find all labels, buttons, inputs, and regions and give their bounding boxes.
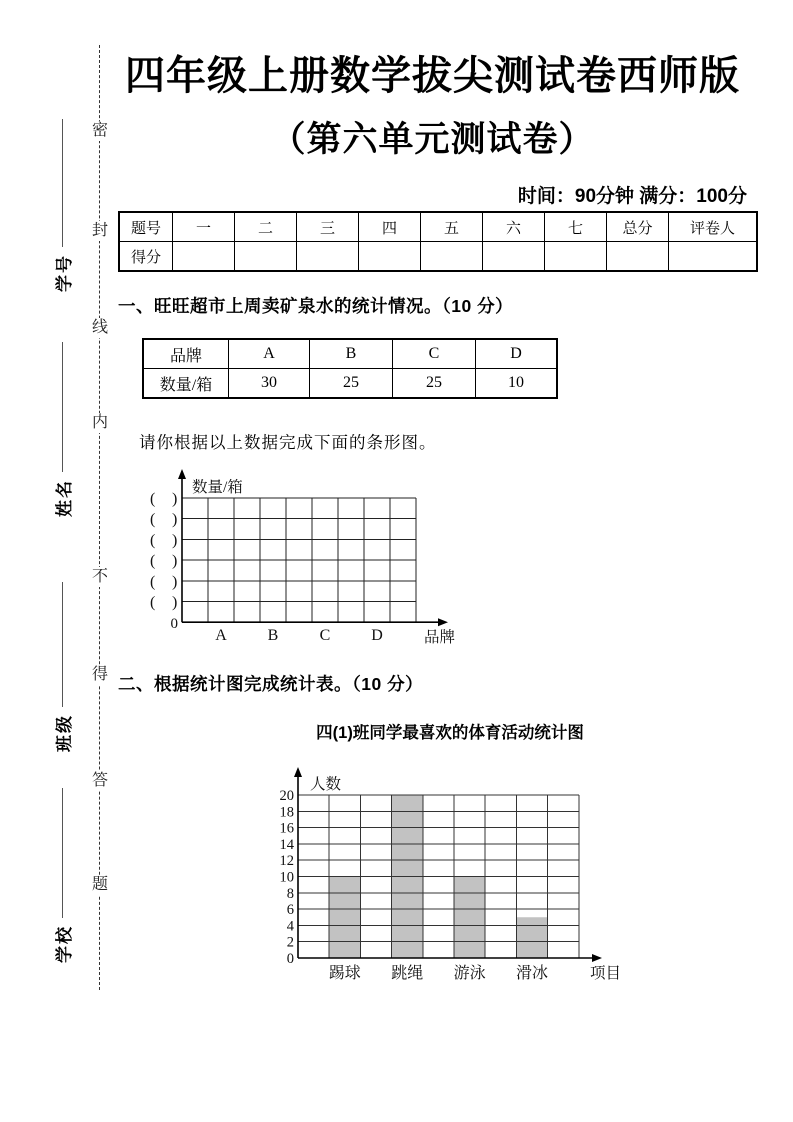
svg-text:项目: 项目 [590, 965, 622, 982]
seal-char: 内 [91, 414, 108, 431]
fill-in-blank-line [62, 788, 63, 918]
score-header-cell: 五 [421, 212, 483, 242]
svg-text:8: 8 [286, 885, 294, 902]
svg-text:): ) [172, 531, 178, 549]
bar-踢球 [329, 877, 360, 959]
score-table [118, 211, 758, 272]
seal-char: 线 [91, 319, 108, 336]
svg-text:): ) [172, 511, 178, 529]
svg-text:B: B [267, 627, 279, 644]
svg-text:人数: 人数 [310, 776, 342, 793]
svg-text:2: 2 [286, 934, 294, 951]
svg-text:(: ( [150, 594, 156, 611]
sidebar-field-class [50, 582, 75, 752]
svg-text:(: ( [150, 511, 156, 529]
seal-char: 得 [91, 666, 108, 683]
svg-text:4: 4 [286, 918, 294, 935]
score-empty-cell [359, 242, 421, 272]
field-label: 姓名 [55, 479, 74, 517]
q2-bar-chart [268, 763, 624, 991]
seal-char: 封 [91, 222, 108, 239]
svg-text:12: 12 [279, 853, 294, 870]
data-table-cell: 25 [310, 369, 393, 399]
score-header-cell: 六 [483, 212, 545, 242]
svg-text:踢球: 踢球 [328, 965, 361, 982]
data-table-cell: 25 [393, 369, 476, 399]
svg-text:游泳: 游泳 [453, 965, 486, 982]
page-title: 四年级上册数学拔尖测试卷西师版 [125, 54, 740, 98]
svg-text:): ) [172, 490, 178, 508]
fill-in-blank-line [62, 342, 63, 472]
sidebar-field-school [50, 788, 75, 963]
score-header-cell: 一 [173, 212, 235, 242]
score-header-cell: 总分 [607, 212, 669, 242]
svg-text:跳绳: 跳绳 [391, 965, 424, 982]
svg-text:C: C [319, 627, 331, 644]
q2-chart-title: 四(1)班同学最喜欢的体育活动统计图 [316, 724, 584, 742]
q1-note: 请你根据以上数据完成下面的条形图。 [139, 433, 437, 452]
seal-dashed-line [99, 45, 100, 990]
svg-text:(: ( [150, 552, 156, 570]
data-table-cell: B [310, 339, 393, 369]
q1-blank-bar-chart [128, 465, 473, 657]
svg-text:品牌: 品牌 [424, 629, 456, 646]
bar-滑冰 [516, 917, 547, 958]
svg-text:0: 0 [170, 616, 178, 632]
data-table-cell: A [229, 339, 310, 369]
svg-text:): ) [172, 552, 178, 570]
svg-text:20: 20 [279, 788, 294, 804]
sidebar-field-student-id [50, 119, 75, 292]
data-table-cell: C [393, 339, 476, 369]
seal-char: 题 [91, 876, 108, 893]
svg-text:14: 14 [279, 836, 294, 853]
q1-data-table [142, 338, 558, 399]
svg-text:(: ( [150, 573, 156, 591]
bar-游泳 [454, 877, 485, 959]
fill-in-blank-line [62, 119, 63, 247]
svg-text:16: 16 [279, 820, 294, 837]
exam-info: 时间：90分钟 满分：100分 [517, 186, 747, 207]
svg-text:数量/箱: 数量/箱 [192, 479, 243, 496]
score-header-cell: 七 [545, 212, 607, 242]
q2-heading: 二、根据统计图完成统计表。（10 分） [118, 674, 424, 694]
data-table-cell: D [476, 339, 558, 369]
score-header-cell: 题号 [119, 212, 173, 242]
score-empty-cell [297, 242, 359, 272]
seal-char: 密 [91, 122, 108, 139]
score-empty-cell [669, 242, 758, 272]
svg-text:滑冰: 滑冰 [515, 965, 549, 982]
data-table-cell: 30 [229, 369, 310, 399]
data-table-cell: 10 [476, 369, 558, 399]
svg-text:D: D [371, 627, 383, 644]
svg-text:(: ( [150, 531, 156, 549]
score-header-cell: 三 [297, 212, 359, 242]
data-table-cell: 数量/箱 [143, 369, 229, 399]
svg-text:6: 6 [286, 902, 294, 919]
score-empty-cell [483, 242, 545, 272]
data-table-cell: 品牌 [143, 339, 229, 369]
field-label: 班级 [55, 714, 74, 752]
score-empty-cell [545, 242, 607, 272]
score-header-cell: 评卷人 [669, 212, 758, 242]
svg-text:10: 10 [279, 869, 294, 886]
q1-heading: 一、旺旺超市上周卖矿泉水的统计情况。（10 分） [118, 296, 514, 316]
svg-text:): ) [172, 573, 178, 591]
fill-in-blank-line [62, 582, 63, 707]
score-header-cell: 四 [359, 212, 421, 242]
page-subtitle: （第六单元测试卷） [270, 120, 595, 159]
svg-text:A: A [215, 627, 227, 644]
score-empty-cell [607, 242, 669, 272]
svg-text:(: ( [150, 490, 156, 508]
sidebar-field-name [50, 342, 75, 517]
score-empty-cell [421, 242, 483, 272]
field-label: 学校 [55, 925, 74, 963]
svg-text:): ) [172, 594, 178, 611]
score-empty-cell [173, 242, 235, 272]
svg-text:0: 0 [286, 951, 294, 967]
score-row-label: 得分 [119, 242, 173, 272]
score-empty-cell [235, 242, 297, 272]
seal-char: 不 [91, 568, 108, 585]
score-header-cell: 二 [235, 212, 297, 242]
field-label: 学号 [55, 254, 74, 292]
seal-char: 答 [91, 772, 108, 789]
svg-text:18: 18 [279, 804, 294, 821]
